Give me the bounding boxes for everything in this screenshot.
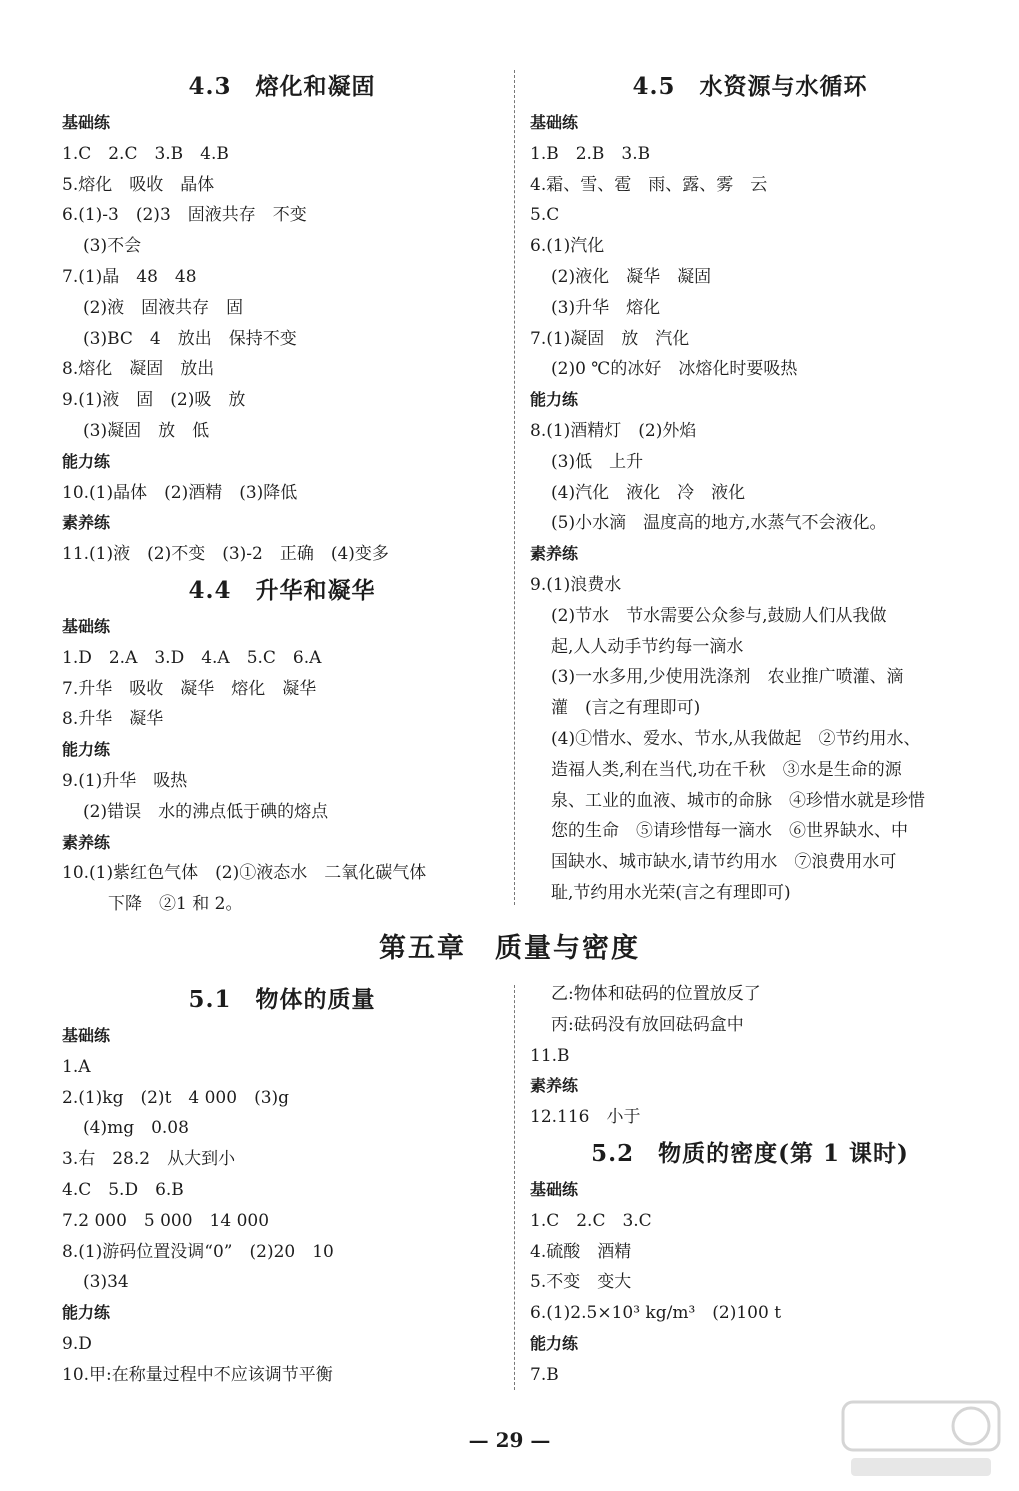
section-heading: 5.1 物体的质量: [188, 986, 376, 1013]
answer-line: 2.(1)kg (2)t 4 000 (3)g: [62, 1087, 290, 1108]
answer-line: 3.右 28.2 从大到小: [62, 1149, 236, 1170]
answer-line: (3)升华 熔化: [551, 297, 661, 318]
answer-line: (3)凝固 放 低: [83, 420, 210, 441]
answer-line: 8.(1)酒精灯 (2)外焰: [530, 420, 697, 441]
answer-line: 9.(1)液 固 (2)吸 放: [62, 390, 246, 411]
answer-line: 乙:物体和砝码的位置放反了: [551, 984, 761, 1004]
answer-line: 1.A: [62, 1056, 91, 1077]
column-divider-bottom: [514, 985, 515, 1390]
subsection-label: 素养练: [530, 544, 579, 564]
chapter-title: 第五章 质量与密度: [379, 933, 640, 964]
answer-line: 7.(1)凝固 放 汽化: [530, 328, 690, 349]
answer-line: 您的生命 ⑤请珍惜每一滴水 ⑥世界缺水、中: [551, 821, 908, 842]
answer-line: (2)液化 凝华 凝固: [551, 266, 712, 287]
answer-line: 10.(1)晶体 (2)酒精 (3)降低: [62, 482, 298, 503]
left-column-bottom: [62, 979, 502, 1391]
answer-line: 9.(1)浪费水: [530, 574, 622, 595]
answer-line: 泉、工业的血液、城市的命脉 ④珍惜水就是珍惜: [551, 790, 925, 811]
watermark-logo: [841, 1400, 1001, 1482]
subsection-label: 基础练: [530, 113, 579, 132]
answer-line: 国缺水、城市缺水,请节约用水 ⑦浪费用水可: [551, 852, 897, 873]
answer-line: 12.116 小于: [530, 1107, 641, 1128]
answer-line: (2)错误 水的沸点低于碘的熔点: [83, 801, 329, 822]
answer-line: 10.(1)紫红色气体 (2)①液态水 二氧化碳气体: [62, 863, 427, 884]
subsection-label: 能力练: [62, 1303, 111, 1323]
left-column-top: [62, 66, 502, 920]
answer-line: 下降 ②1 和 2。: [108, 894, 243, 915]
column-divider-top: [514, 70, 515, 905]
answer-line: 起,人人动手节约每一滴水: [551, 636, 744, 657]
answer-line: 7.2 000 5 000 14 000: [62, 1210, 270, 1231]
section-heading: 4.5 水资源与水循环: [632, 73, 868, 100]
subsection-label: 能力练: [530, 1333, 579, 1353]
answer-line: 9.D: [62, 1333, 92, 1354]
answer-line: (2)节水 节水需要公众参与,鼓励人们从我做: [551, 605, 887, 626]
section-heading: 4.3 熔化和凝固: [188, 73, 376, 100]
subsection-label: 基础练: [62, 1026, 111, 1045]
answer-line: 造福人类,利在当代,功在千秋 ③水是生命的源: [551, 759, 902, 780]
answer-line: 7.升华 吸收 凝华 熔化 凝华: [62, 678, 317, 699]
answer-line: (3)34: [83, 1272, 129, 1293]
answer-line: 8.升华 凝华: [62, 709, 164, 730]
subsection-label: 能力练: [62, 451, 111, 471]
subsection-label: 基础练: [62, 616, 111, 636]
answer-line: (4)汽化 液化 冷 液化: [551, 482, 746, 503]
answer-line: 9.(1)升华 吸热: [62, 770, 188, 791]
subsection-label: 基础练: [62, 113, 111, 132]
answer-line: 11.B: [530, 1045, 570, 1066]
answer-line: 1.C 2.C 3.C: [530, 1210, 652, 1231]
answer-line: (3)低 上升: [551, 451, 644, 472]
subsection-label: 素养练: [530, 1076, 579, 1096]
answer-line: (2)0 ℃的冰好 冰熔化时要吸热: [551, 359, 798, 380]
subsection-label: 素养练: [62, 513, 111, 533]
answer-line: (5)小水滴 温度高的地方,水蒸气不会液化。: [551, 513, 887, 534]
right-column-bottom: [530, 979, 970, 1391]
answer-line: 1.C 2.C 3.B 4.B: [62, 143, 229, 164]
answer-line: (2)液 固液共存 固: [83, 297, 244, 318]
answer-line: 6.(1)汽化: [530, 236, 605, 257]
answer-line: (4)mg 0.08: [83, 1118, 189, 1139]
subsection-label: 素养练: [62, 832, 111, 852]
answer-line: (4)①惜水、爱水、节水,从我做起 ②节约用水、: [551, 728, 921, 749]
subsection-label: 能力练: [62, 740, 111, 760]
answer-line: 丙:砝码没有放回砝码盒中: [551, 1014, 744, 1035]
answer-line: (3)BC 4 放出 保持不变: [83, 328, 297, 349]
answer-line: 5.熔化 吸收 晶体: [62, 174, 215, 195]
answer-line: (3)一水多用,少使用洗涤剂 农业推广喷灌、滴: [551, 667, 904, 688]
answer-line: (3)不会: [83, 236, 142, 257]
answer-line: 11.(1)液 (2)不变 (3)-2 正确 (4)变多: [62, 544, 389, 565]
answer-line: 6.(1)-3 (2)3 固液共存 不变: [62, 205, 307, 226]
answer-line: 5.不变 变大: [530, 1272, 632, 1293]
answer-line: 1.D 2.A 3.D 4.A 5.C 6.A: [62, 647, 322, 668]
answer-line: 1.B 2.B 3.B: [530, 143, 651, 164]
answer-line: 4.C 5.D 6.B: [62, 1179, 184, 1200]
subsection-label: 基础练: [530, 1179, 579, 1199]
answer-line: 8.(1)游码位置没调“0” (2)20 10: [62, 1241, 334, 1262]
answer-line: 5.C: [530, 205, 560, 226]
answer-line: 10.甲:在称量过程中不应该调节平衡: [62, 1364, 333, 1385]
right-column-top: [530, 66, 970, 909]
section-heading: 5.2 物质的密度(第 1 课时): [591, 1139, 909, 1167]
answer-line: 8.熔化 凝固 放出: [62, 359, 215, 380]
answer-line: 4.硫酸 酒精: [530, 1241, 632, 1262]
subsection-label: 能力练: [530, 390, 579, 410]
answer-line: 灌 (言之有理即可): [551, 698, 701, 719]
answer-line: 耻,节约用水光荣(言之有理即可): [551, 882, 791, 903]
section-heading: 4.4 升华和凝华: [188, 576, 376, 604]
page-number: — 29 —: [468, 1428, 551, 1452]
answer-line: 4.霜、雪、雹 雨、露、雾 云: [530, 174, 768, 195]
answer-line: 7.(1)晶 48 48: [62, 266, 197, 287]
answer-line: 7.B: [530, 1364, 559, 1385]
answer-line: 6.(1)2.5×10³ kg/m³ (2)100 t: [530, 1303, 782, 1324]
